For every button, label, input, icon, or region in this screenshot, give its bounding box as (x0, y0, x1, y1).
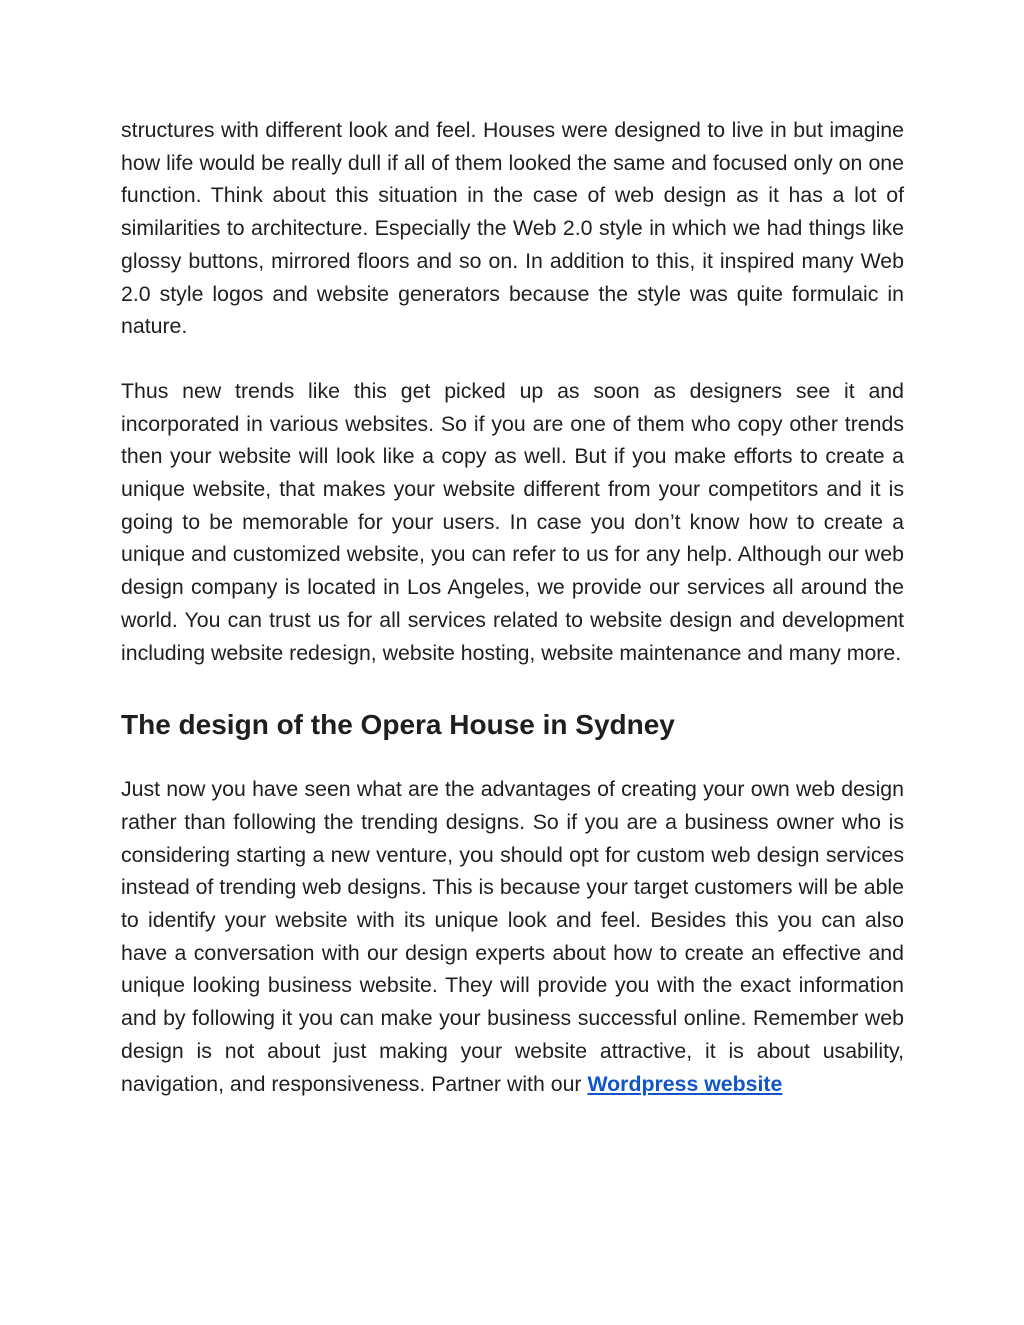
paragraph-trends: Thus new trends like this get picked up as soon as designers see it and incorporated in various websites. So if you are one of them who copy other trends then your website will look like a copy as well. But if you make efforts to create a unique website, that makes your website different from your competitors and it is going to be memorable for your users. In case you don’t know how to create a unique and customized website, you can refer to us for any help. Although our web design company is located in Los Angeles, we provide our services all around the world. You can trust us for all services related to website design and development including website redesign, website hosting, website maintenance and many more. (121, 378, 904, 665)
paragraph-advantages (121, 773, 904, 1100)
section-heading: The design of the Opera House in Sydney (121, 709, 675, 741)
paragraph-advantages-text: Just now you have seen what are the advantages of creating your own web design rather than following the trending designs. So if you are a business owner who is considering starting a new venture, you should opt for custom web design services instead of trending web designs. This is because your target customers will be able to identify your website with its unique look and feel. Besides this you can also have a conversation with our design experts about how to create an effective and unique looking business website. They will provide you with the exact information and by following it you can make your business successful online. Remember web design is not about just making your website attractive, it is about usability, navigation, and responsiveness. Partner with our (121, 777, 904, 1096)
paragraph-architecture: structures with different look and feel. Houses were designed to live in but imagine how life would be really dull if all of them looked the same and focused only on one function. Think about this situation in the case of web design as it has a lot of similarities to architecture. Especially the Web 2.0 style in which we had things like glossy buttons, mirrored floors and so on. In addition to this, it inspired many Web 2.0 style logos and website generators because the style was quite formulaic in nature. (121, 118, 904, 339)
wordpress-website-link[interactable]: Wordpress website (587, 1071, 783, 1096)
document-page (121, 114, 904, 1100)
